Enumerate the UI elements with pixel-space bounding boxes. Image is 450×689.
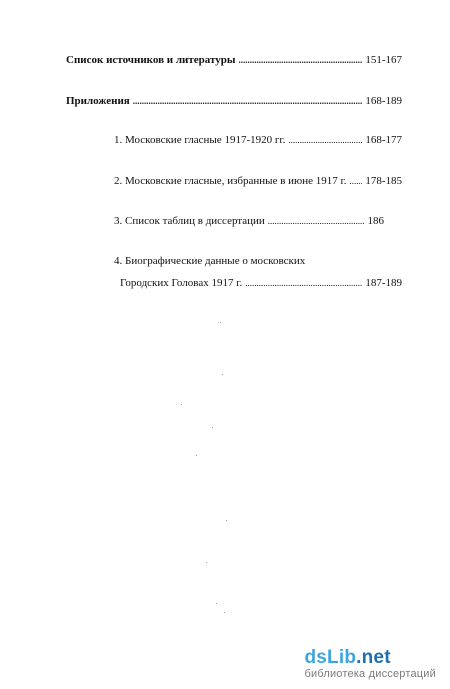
toc-entry-item-3 (114, 214, 384, 228)
toc-entry-label: Список источников и литературы (66, 54, 236, 66)
toc-entry-label: 3. Список таблиц в диссертации (114, 215, 265, 227)
toc-entry-pages: 178-185 (365, 175, 402, 187)
toc-entry-label: 2. Московские гласные, избранные в июне 1917 г. (114, 175, 347, 187)
scan-speck (224, 612, 225, 613)
toc-entry-label: Городских Головах 1917 г. (120, 277, 243, 289)
leader-dots (288, 133, 362, 147)
toc-entry-pages: 168-177 (365, 134, 402, 146)
scan-speck (212, 427, 213, 428)
scan-speck (181, 404, 182, 405)
toc-entry-label: Приложения (66, 95, 130, 107)
scan-speck (220, 322, 221, 323)
leader-dots (238, 53, 362, 67)
toc-entry-item-4-line-1: 4. Биографические данные о московских (114, 255, 306, 267)
scan-speck (206, 562, 207, 563)
leader-dots (245, 276, 362, 290)
toc-entry-pages: 168-189 (365, 95, 402, 107)
watermark-brand-part1: dsLib (304, 647, 357, 668)
toc-entry-pages: 186 (367, 215, 384, 227)
leader-dots (350, 174, 363, 188)
scan-speck (222, 374, 223, 375)
scan-speck (196, 455, 197, 456)
scan-speck (226, 520, 227, 521)
leader-dots (133, 94, 363, 108)
toc-entry-pages: 151-167 (365, 54, 402, 66)
toc-entry-sources (66, 53, 402, 67)
toc-entry-appendices (66, 94, 402, 108)
scan-speck (216, 603, 217, 604)
watermark (304, 648, 436, 681)
leader-dots (268, 214, 365, 228)
toc-entry-item-4-line-2 (120, 276, 402, 290)
toc-entry-item-2 (114, 174, 402, 188)
watermark-tagline: библиотека диссертаций (304, 668, 436, 680)
toc-entry-label: 1. Московские гласные 1917-1920 гг. (114, 134, 286, 146)
watermark-logo (304, 648, 436, 668)
watermark-brand-part2: .net (356, 647, 391, 668)
toc-entry-pages: 187-189 (365, 277, 402, 289)
toc-entry-item-1 (114, 133, 402, 147)
